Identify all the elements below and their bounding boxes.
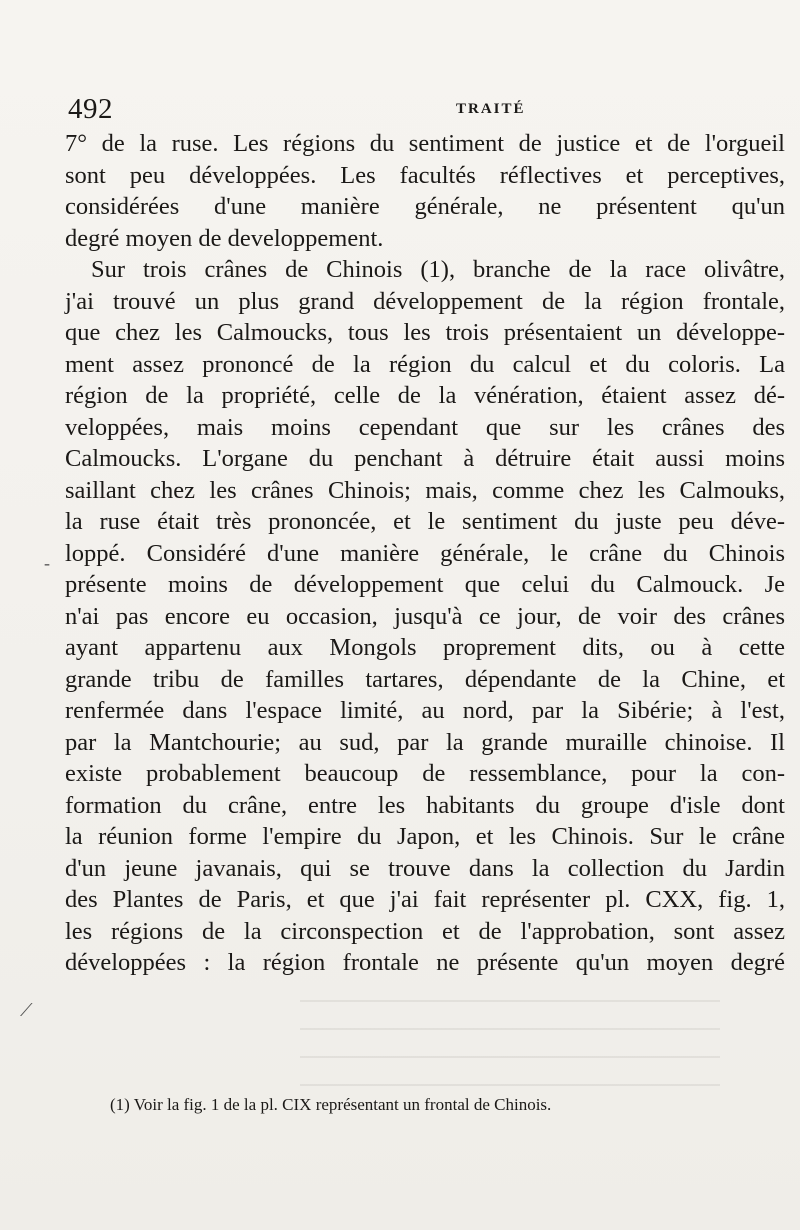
- text-line: des Plantes de Paris, et que j'ai fait représenter pl. CXX, fig. 1,: [65, 886, 785, 913]
- text-line: 7° de la ruse. Les régions du sentiment de justice et de l'orgueil: [65, 130, 785, 157]
- text-line: que chez les Calmoucks, tous les trois présentaient un développe-: [65, 319, 785, 346]
- text-line: sont peu développées. Les facultés réflectives et perceptives,: [65, 161, 785, 189]
- text-line: saillant chez les crânes Chinois; mais, comme chez les Calmouks,: [65, 476, 785, 504]
- text-line: degré moyen de developpement.: [65, 224, 384, 252]
- text-line: la ruse était très prononcée, et le sentiment du juste peu déve-: [65, 508, 785, 535]
- text-line: considérées d'une manière générale, ne présentent qu'un: [65, 193, 785, 220]
- text-line: ment assez prononcé de la région du calcul et du coloris. La: [65, 350, 785, 378]
- text-line: les régions de la circonspection et de l'approbation, sont assez: [65, 917, 785, 945]
- text-line: grande tribu de familles tartares, dépendante de la Chine, et: [65, 665, 785, 693]
- text-line: j'ai trouvé un plus grand développement de la région frontale,: [65, 287, 785, 315]
- text-line: la réunion forme l'empire du Japon, et les Chinois. Sur le crâne: [65, 823, 785, 850]
- text-line: région de la propriété, celle de la vénération, étaient assez dé-: [65, 382, 785, 409]
- text-line: d'un jeune javanais, qui se trouve dans la collection du Jardin: [65, 854, 785, 882]
- text-line: développées : la région frontale ne présente qu'un moyen degré: [65, 949, 785, 976]
- text-line: Calmoucks. L'organe du penchant à détruire était aussi moins: [65, 445, 785, 472]
- page-header: [68, 93, 748, 133]
- text-line: formation du crâne, entre les habitants du groupe d'isle dont: [65, 791, 785, 819]
- text-line: présente moins de développement que celui du Calmouck. Je: [65, 571, 785, 598]
- text-line: n'ai pas encore eu occasion, jusqu'à ce jour, de voir des crânes: [65, 602, 785, 630]
- margin-dash-mark: -: [44, 553, 50, 573]
- text-line: existe probablement beaucoup de ressemblance, pour la con-: [65, 760, 785, 787]
- text-line: renfermée dans l'espace limité, au nord, par la Sibérie; à l'est,: [65, 697, 785, 724]
- running-head: TRAITÉ: [456, 101, 526, 117]
- text-line: loppé. Considéré d'une manière générale, le crâne du Chinois: [65, 539, 785, 567]
- text-line: ayant appartenu aux Mongols proprement dits, ou à cette: [65, 634, 785, 661]
- body-text: [65, 128, 785, 979]
- text-line: veloppées, mais moins cependant que sur les crânes des: [65, 413, 785, 441]
- footnote: (1) Voir la fig. 1 de la pl. CIX représentant un frontal de Chinois.: [110, 1095, 552, 1114]
- show-through-texture: [300, 1000, 720, 1110]
- text-line: Sur trois crânes de Chinois (1), branche de la race olivâtre,: [91, 256, 785, 283]
- page-number: 492: [68, 93, 113, 125]
- text-line: par la Mantchourie; au sud, par la grande muraille chinoise. Il: [65, 728, 785, 756]
- margin-tick-mark: ⟋: [20, 1000, 33, 1020]
